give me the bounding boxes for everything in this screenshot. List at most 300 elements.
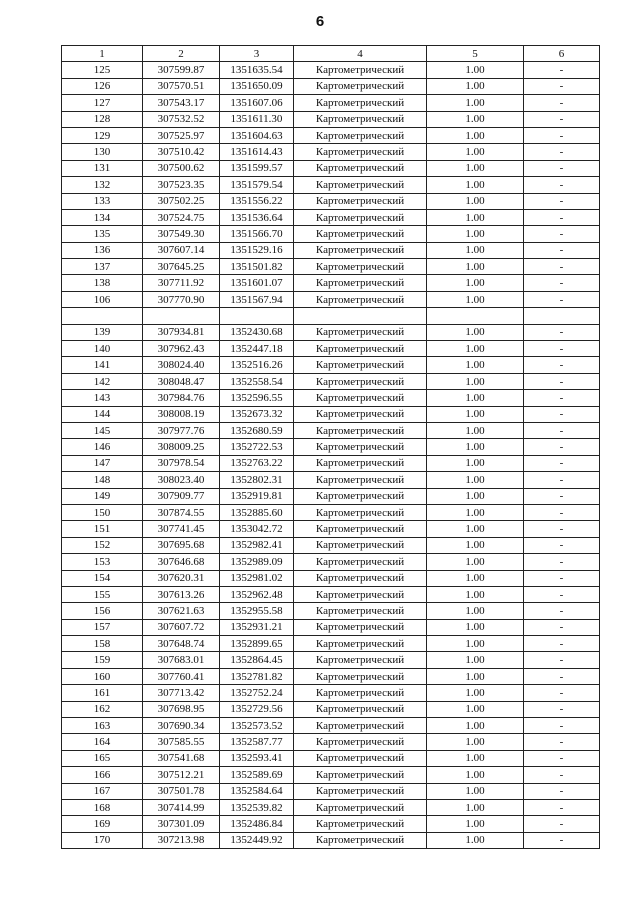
point-number-cell: 106 xyxy=(62,291,143,307)
accuracy-cell: 1.00 xyxy=(427,734,524,750)
x-coordinate-cell: 307541.68 xyxy=(143,750,220,766)
note-cell: - xyxy=(524,799,600,815)
y-coordinate-cell: 1352516.26 xyxy=(220,357,294,373)
point-number-cell: 132 xyxy=(62,177,143,193)
note-cell: - xyxy=(524,439,600,455)
point-number-cell: 165 xyxy=(62,750,143,766)
x-coordinate-cell: 307510.42 xyxy=(143,144,220,160)
note-cell: - xyxy=(524,570,600,586)
accuracy-cell: 1.00 xyxy=(427,177,524,193)
point-number-cell: 160 xyxy=(62,668,143,684)
point-number-cell: 170 xyxy=(62,832,143,848)
accuracy-cell xyxy=(427,308,524,324)
accuracy-cell: 1.00 xyxy=(427,242,524,258)
method-cell: Картометрический xyxy=(294,291,427,307)
x-coordinate-cell: 307648.74 xyxy=(143,636,220,652)
point-number-cell: 127 xyxy=(62,95,143,111)
x-coordinate-cell: 307741.45 xyxy=(143,521,220,537)
table-row xyxy=(62,324,600,340)
accuracy-cell: 1.00 xyxy=(427,603,524,619)
y-coordinate-cell: 1352558.54 xyxy=(220,373,294,389)
method-cell xyxy=(294,308,427,324)
table-row xyxy=(62,308,600,324)
table-row xyxy=(62,488,600,504)
column-header-1: 1 xyxy=(62,46,143,62)
x-coordinate-cell: 307501.78 xyxy=(143,783,220,799)
table-row xyxy=(62,603,600,619)
note-cell: - xyxy=(524,177,600,193)
method-cell: Картометрический xyxy=(294,259,427,275)
method-cell: Картометрический xyxy=(294,816,427,832)
column-header-3: 3 xyxy=(220,46,294,62)
table-row xyxy=(62,816,600,832)
x-coordinate-cell: 307613.26 xyxy=(143,586,220,602)
accuracy-cell: 1.00 xyxy=(427,554,524,570)
table-row xyxy=(62,422,600,438)
note-cell xyxy=(524,308,600,324)
table-row xyxy=(62,357,600,373)
point-number-cell: 151 xyxy=(62,521,143,537)
y-coordinate-cell: 1351614.43 xyxy=(220,144,294,160)
accuracy-cell: 1.00 xyxy=(427,521,524,537)
table-row xyxy=(62,718,600,734)
point-number-cell: 152 xyxy=(62,537,143,553)
method-cell: Картометрический xyxy=(294,422,427,438)
point-number-cell: 131 xyxy=(62,160,143,176)
x-coordinate-cell: 307909.77 xyxy=(143,488,220,504)
table-row xyxy=(62,177,600,193)
method-cell: Картометрический xyxy=(294,832,427,848)
point-number-cell: 133 xyxy=(62,193,143,209)
method-cell: Картометрический xyxy=(294,652,427,668)
method-cell: Картометрический xyxy=(294,504,427,520)
y-coordinate-cell: 1352589.69 xyxy=(220,767,294,783)
accuracy-cell: 1.00 xyxy=(427,767,524,783)
y-coordinate-cell: 1352673.32 xyxy=(220,406,294,422)
y-coordinate-cell: 1351529.16 xyxy=(220,242,294,258)
y-coordinate-cell: 1352763.22 xyxy=(220,455,294,471)
method-cell: Картометрический xyxy=(294,668,427,684)
note-cell: - xyxy=(524,668,600,684)
y-coordinate-cell: 1352982.41 xyxy=(220,537,294,553)
y-coordinate-cell xyxy=(220,308,294,324)
header-row xyxy=(62,46,600,62)
note-cell: - xyxy=(524,226,600,242)
y-coordinate-cell: 1352729.56 xyxy=(220,701,294,717)
x-coordinate-cell: 307620.31 xyxy=(143,570,220,586)
x-coordinate-cell: 307874.55 xyxy=(143,504,220,520)
note-cell: - xyxy=(524,62,600,78)
note-cell: - xyxy=(524,636,600,652)
method-cell: Картометрический xyxy=(294,78,427,94)
x-coordinate-cell: 307621.63 xyxy=(143,603,220,619)
method-cell: Картометрический xyxy=(294,160,427,176)
x-coordinate-cell: 307607.72 xyxy=(143,619,220,635)
table-row xyxy=(62,406,600,422)
accuracy-cell: 1.00 xyxy=(427,144,524,160)
x-coordinate-cell: 307301.09 xyxy=(143,816,220,832)
table-row xyxy=(62,636,600,652)
accuracy-cell: 1.00 xyxy=(427,783,524,799)
accuracy-cell: 1.00 xyxy=(427,78,524,94)
table-row xyxy=(62,652,600,668)
accuracy-cell: 1.00 xyxy=(427,341,524,357)
method-cell: Картометрический xyxy=(294,619,427,635)
point-number-cell: 163 xyxy=(62,718,143,734)
accuracy-cell: 1.00 xyxy=(427,390,524,406)
note-cell: - xyxy=(524,78,600,94)
note-cell: - xyxy=(524,422,600,438)
x-coordinate-cell: 307760.41 xyxy=(143,668,220,684)
coordinates-table xyxy=(61,45,600,849)
point-number-cell: 137 xyxy=(62,259,143,275)
note-cell: - xyxy=(524,341,600,357)
y-coordinate-cell: 1351599.57 xyxy=(220,160,294,176)
table-row xyxy=(62,127,600,143)
y-coordinate-cell: 1352539.82 xyxy=(220,799,294,815)
x-coordinate-cell: 307532.52 xyxy=(143,111,220,127)
point-number-cell: 168 xyxy=(62,799,143,815)
x-coordinate-cell: 307585.55 xyxy=(143,734,220,750)
accuracy-cell: 1.00 xyxy=(427,799,524,815)
table-row xyxy=(62,750,600,766)
y-coordinate-cell: 1352931.21 xyxy=(220,619,294,635)
x-coordinate-cell: 307978.54 xyxy=(143,455,220,471)
point-number-cell: 145 xyxy=(62,422,143,438)
table-row xyxy=(62,78,600,94)
y-coordinate-cell: 1351635.54 xyxy=(220,62,294,78)
column-header-6: 6 xyxy=(524,46,600,62)
x-coordinate-cell: 307543.17 xyxy=(143,95,220,111)
x-coordinate-cell: 307711.92 xyxy=(143,275,220,291)
table-row xyxy=(62,209,600,225)
accuracy-cell: 1.00 xyxy=(427,209,524,225)
method-cell: Картометрический xyxy=(294,783,427,799)
point-number-cell: 164 xyxy=(62,734,143,750)
method-cell: Картометрический xyxy=(294,406,427,422)
method-cell: Картометрический xyxy=(294,324,427,340)
y-coordinate-cell: 1352449.92 xyxy=(220,832,294,848)
method-cell: Картометрический xyxy=(294,209,427,225)
table-row xyxy=(62,62,600,78)
accuracy-cell: 1.00 xyxy=(427,504,524,520)
note-cell: - xyxy=(524,603,600,619)
note-cell: - xyxy=(524,783,600,799)
accuracy-cell: 1.00 xyxy=(427,62,524,78)
y-coordinate-cell: 1351650.09 xyxy=(220,78,294,94)
note-cell: - xyxy=(524,701,600,717)
y-coordinate-cell: 1352447.18 xyxy=(220,341,294,357)
accuracy-cell: 1.00 xyxy=(427,291,524,307)
table-row xyxy=(62,111,600,127)
accuracy-cell: 1.00 xyxy=(427,718,524,734)
method-cell: Картометрический xyxy=(294,799,427,815)
note-cell: - xyxy=(524,373,600,389)
accuracy-cell: 1.00 xyxy=(427,406,524,422)
note-cell: - xyxy=(524,242,600,258)
x-coordinate-cell xyxy=(143,308,220,324)
method-cell: Картометрический xyxy=(294,537,427,553)
accuracy-cell: 1.00 xyxy=(427,586,524,602)
note-cell: - xyxy=(524,537,600,553)
accuracy-cell: 1.00 xyxy=(427,111,524,127)
table-row xyxy=(62,259,600,275)
table-row xyxy=(62,390,600,406)
note-cell: - xyxy=(524,554,600,570)
note-cell: - xyxy=(524,619,600,635)
y-coordinate-cell: 1352955.58 xyxy=(220,603,294,619)
table-row xyxy=(62,832,600,848)
x-coordinate-cell: 307213.98 xyxy=(143,832,220,848)
table-body xyxy=(62,62,600,849)
y-coordinate-cell: 1352981.02 xyxy=(220,570,294,586)
accuracy-cell: 1.00 xyxy=(427,472,524,488)
x-coordinate-cell: 308009.25 xyxy=(143,439,220,455)
x-coordinate-cell: 307570.51 xyxy=(143,78,220,94)
table-row xyxy=(62,193,600,209)
y-coordinate-cell: 1352722.53 xyxy=(220,439,294,455)
note-cell: - xyxy=(524,324,600,340)
table-row xyxy=(62,570,600,586)
note-cell: - xyxy=(524,685,600,701)
table-row xyxy=(62,504,600,520)
x-coordinate-cell: 307525.97 xyxy=(143,127,220,143)
page-number: 6 xyxy=(315,13,325,30)
table-row xyxy=(62,554,600,570)
note-cell: - xyxy=(524,586,600,602)
y-coordinate-cell: 1351566.70 xyxy=(220,226,294,242)
y-coordinate-cell: 1352919.81 xyxy=(220,488,294,504)
note-cell: - xyxy=(524,357,600,373)
table-header xyxy=(62,46,600,62)
note-cell: - xyxy=(524,390,600,406)
table-row xyxy=(62,144,600,160)
table-row xyxy=(62,275,600,291)
note-cell: - xyxy=(524,521,600,537)
method-cell: Картометрический xyxy=(294,357,427,373)
accuracy-cell: 1.00 xyxy=(427,537,524,553)
method-cell: Картометрический xyxy=(294,373,427,389)
accuracy-cell: 1.00 xyxy=(427,127,524,143)
y-coordinate-cell: 1352962.48 xyxy=(220,586,294,602)
point-number-cell: 156 xyxy=(62,603,143,619)
table-row xyxy=(62,537,600,553)
table-row xyxy=(62,668,600,684)
point-number-cell: 148 xyxy=(62,472,143,488)
method-cell: Картометрический xyxy=(294,554,427,570)
y-coordinate-cell: 1352587.77 xyxy=(220,734,294,750)
table-row xyxy=(62,586,600,602)
method-cell: Картометрический xyxy=(294,767,427,783)
y-coordinate-cell: 1351501.82 xyxy=(220,259,294,275)
y-coordinate-cell: 1352573.52 xyxy=(220,718,294,734)
accuracy-cell: 1.00 xyxy=(427,816,524,832)
point-number-cell: 158 xyxy=(62,636,143,652)
table-row xyxy=(62,783,600,799)
method-cell: Картометрический xyxy=(294,275,427,291)
x-coordinate-cell: 307524.75 xyxy=(143,209,220,225)
method-cell: Картометрический xyxy=(294,62,427,78)
accuracy-cell: 1.00 xyxy=(427,668,524,684)
x-coordinate-cell: 307502.25 xyxy=(143,193,220,209)
y-coordinate-cell: 1353042.72 xyxy=(220,521,294,537)
accuracy-cell: 1.00 xyxy=(427,488,524,504)
table-row xyxy=(62,439,600,455)
accuracy-cell: 1.00 xyxy=(427,357,524,373)
method-cell: Картометрический xyxy=(294,636,427,652)
y-coordinate-cell: 1352989.09 xyxy=(220,554,294,570)
y-coordinate-cell: 1351601.07 xyxy=(220,275,294,291)
y-coordinate-cell: 1352680.59 xyxy=(220,422,294,438)
accuracy-cell: 1.00 xyxy=(427,455,524,471)
table-row xyxy=(62,701,600,717)
y-coordinate-cell: 1352899.65 xyxy=(220,636,294,652)
x-coordinate-cell: 307698.95 xyxy=(143,701,220,717)
x-coordinate-cell: 307934.81 xyxy=(143,324,220,340)
table-row xyxy=(62,619,600,635)
point-number-cell: 139 xyxy=(62,324,143,340)
x-coordinate-cell: 308023.40 xyxy=(143,472,220,488)
table-row xyxy=(62,226,600,242)
point-number-cell: 144 xyxy=(62,406,143,422)
x-coordinate-cell: 307523.35 xyxy=(143,177,220,193)
table-row xyxy=(62,291,600,307)
point-number-cell xyxy=(62,308,143,324)
y-coordinate-cell: 1352885.60 xyxy=(220,504,294,520)
accuracy-cell: 1.00 xyxy=(427,750,524,766)
table-row xyxy=(62,799,600,815)
y-coordinate-cell: 1352752.24 xyxy=(220,685,294,701)
method-cell: Картометрический xyxy=(294,521,427,537)
note-cell: - xyxy=(524,193,600,209)
method-cell: Картометрический xyxy=(294,390,427,406)
point-number-cell: 167 xyxy=(62,783,143,799)
note-cell: - xyxy=(524,816,600,832)
note-cell: - xyxy=(524,127,600,143)
point-number-cell: 159 xyxy=(62,652,143,668)
table-row xyxy=(62,767,600,783)
point-number-cell: 126 xyxy=(62,78,143,94)
x-coordinate-cell: 307500.62 xyxy=(143,160,220,176)
x-coordinate-cell: 308024.40 xyxy=(143,357,220,373)
point-number-cell: 143 xyxy=(62,390,143,406)
note-cell: - xyxy=(524,455,600,471)
point-number-cell: 150 xyxy=(62,504,143,520)
note-cell: - xyxy=(524,488,600,504)
accuracy-cell: 1.00 xyxy=(427,636,524,652)
method-cell: Картометрический xyxy=(294,177,427,193)
y-coordinate-cell: 1352584.64 xyxy=(220,783,294,799)
y-coordinate-cell: 1351607.06 xyxy=(220,95,294,111)
x-coordinate-cell: 307690.34 xyxy=(143,718,220,734)
method-cell: Картометрический xyxy=(294,570,427,586)
table-row xyxy=(62,160,600,176)
y-coordinate-cell: 1352781.82 xyxy=(220,668,294,684)
note-cell: - xyxy=(524,718,600,734)
y-coordinate-cell: 1352430.68 xyxy=(220,324,294,340)
table-row xyxy=(62,373,600,389)
y-coordinate-cell: 1351611.30 xyxy=(220,111,294,127)
y-coordinate-cell: 1352596.55 xyxy=(220,390,294,406)
x-coordinate-cell: 307713.42 xyxy=(143,685,220,701)
point-number-cell: 154 xyxy=(62,570,143,586)
note-cell: - xyxy=(524,734,600,750)
x-coordinate-cell: 308008.19 xyxy=(143,406,220,422)
x-coordinate-cell: 307977.76 xyxy=(143,422,220,438)
table-row xyxy=(62,455,600,471)
note-cell: - xyxy=(524,291,600,307)
accuracy-cell: 1.00 xyxy=(427,570,524,586)
method-cell: Картометрический xyxy=(294,193,427,209)
x-coordinate-cell: 307512.21 xyxy=(143,767,220,783)
x-coordinate-cell: 307962.43 xyxy=(143,341,220,357)
method-cell: Картометрический xyxy=(294,439,427,455)
table-row xyxy=(62,521,600,537)
x-coordinate-cell: 307770.90 xyxy=(143,291,220,307)
y-coordinate-cell: 1352802.31 xyxy=(220,472,294,488)
method-cell: Картометрический xyxy=(294,488,427,504)
point-number-cell: 155 xyxy=(62,586,143,602)
note-cell: - xyxy=(524,209,600,225)
method-cell: Картометрический xyxy=(294,242,427,258)
accuracy-cell: 1.00 xyxy=(427,193,524,209)
method-cell: Картометрический xyxy=(294,455,427,471)
accuracy-cell: 1.00 xyxy=(427,373,524,389)
note-cell: - xyxy=(524,259,600,275)
accuracy-cell: 1.00 xyxy=(427,685,524,701)
table-row xyxy=(62,734,600,750)
x-coordinate-cell: 307683.01 xyxy=(143,652,220,668)
point-number-cell: 147 xyxy=(62,455,143,471)
method-cell: Картометрический xyxy=(294,144,427,160)
y-coordinate-cell: 1351556.22 xyxy=(220,193,294,209)
note-cell: - xyxy=(524,275,600,291)
method-cell: Картометрический xyxy=(294,111,427,127)
note-cell: - xyxy=(524,406,600,422)
note-cell: - xyxy=(524,111,600,127)
y-coordinate-cell: 1352864.45 xyxy=(220,652,294,668)
point-number-cell: 149 xyxy=(62,488,143,504)
column-header-5: 5 xyxy=(427,46,524,62)
point-number-cell: 153 xyxy=(62,554,143,570)
accuracy-cell: 1.00 xyxy=(427,259,524,275)
x-coordinate-cell: 307646.68 xyxy=(143,554,220,570)
point-number-cell: 157 xyxy=(62,619,143,635)
accuracy-cell: 1.00 xyxy=(427,619,524,635)
point-number-cell: 129 xyxy=(62,127,143,143)
table-row xyxy=(62,685,600,701)
method-cell: Картометрический xyxy=(294,734,427,750)
method-cell: Картометрический xyxy=(294,718,427,734)
y-coordinate-cell: 1351604.63 xyxy=(220,127,294,143)
point-number-cell: 135 xyxy=(62,226,143,242)
accuracy-cell: 1.00 xyxy=(427,95,524,111)
y-coordinate-cell: 1352486.84 xyxy=(220,816,294,832)
accuracy-cell: 1.00 xyxy=(427,324,524,340)
x-coordinate-cell: 307984.76 xyxy=(143,390,220,406)
point-number-cell: 134 xyxy=(62,209,143,225)
note-cell: - xyxy=(524,160,600,176)
column-header-4: 4 xyxy=(294,46,427,62)
point-number-cell: 136 xyxy=(62,242,143,258)
note-cell: - xyxy=(524,472,600,488)
point-number-cell: 146 xyxy=(62,439,143,455)
point-number-cell: 138 xyxy=(62,275,143,291)
accuracy-cell: 1.00 xyxy=(427,832,524,848)
y-coordinate-cell: 1351536.64 xyxy=(220,209,294,225)
y-coordinate-cell: 1351579.54 xyxy=(220,177,294,193)
x-coordinate-cell: 307549.30 xyxy=(143,226,220,242)
